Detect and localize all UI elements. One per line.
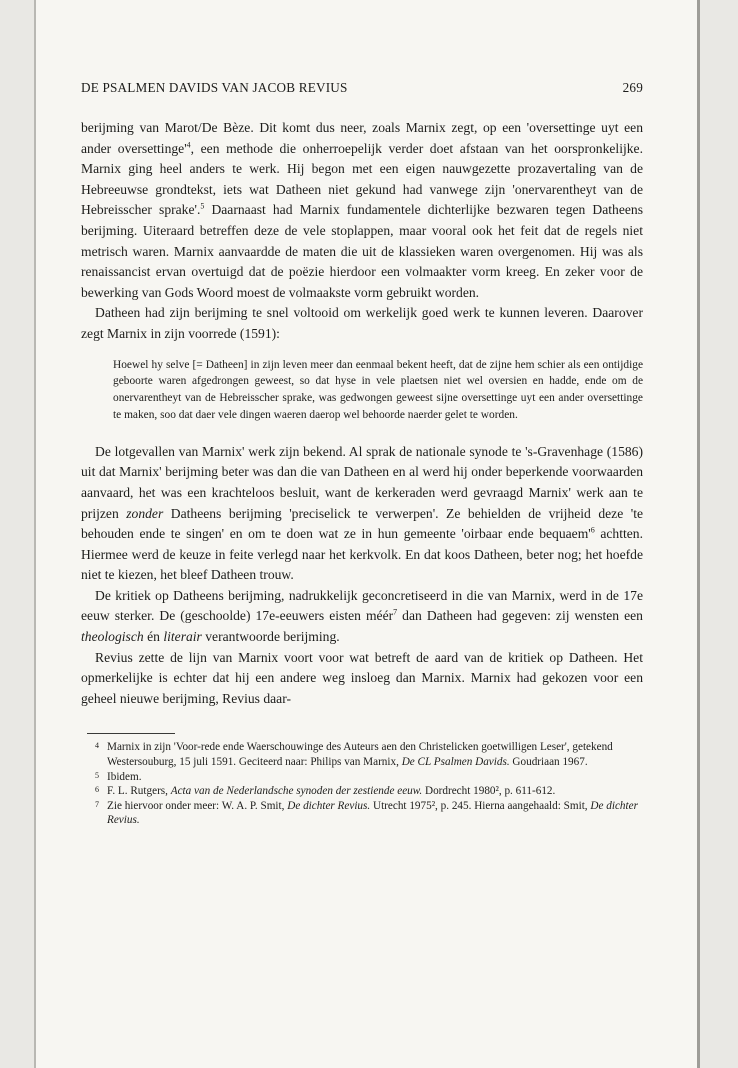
paragraph-2: Datheen had zijn berijming te snel voltooid om werkelijk goed werk te kunnen leveren. Daarover zegt Marnix in zijn voorrede (1591):: [81, 305, 643, 341]
paragraph-3-text-a: De lotgevallen van Marnix' werk zijn bekend. Al sprak de nationale synode te 's-Gravenhage (1586) uit dat Marnix' berijming beter was dan die van Datheen en al werd hij onder beperkende voorwaarden aanvaard, het was een krachteloos besluit, want de kerkeraden werd gevraagd Marnix' werk aan te prijzen: [81, 443, 643, 521]
paragraph-1: [81, 118, 643, 303]
footnote-4-tail: Goudriaan 1967.: [509, 756, 588, 769]
paragraph-4-text-b: dan Datheen had gegeven: zij wensten een: [397, 608, 643, 624]
footnote-7-tail: Utrecht 1975², p. 245. Hierna aangehaald: Smit,: [370, 799, 591, 812]
paragraph-3: [81, 442, 643, 586]
paragraph-3-emphasis: zonder: [126, 505, 164, 521]
paragraph-1-text-b: , een methode die onherroepelijk verder doet afstaan van het oorspronkelijke. Marnix ging heel anders te werk. Hij begon met een eigen nauwgezette prozavertaling van de Hebreeuwse grondtekst, iets wat Datheen niet gekund had vanwege zijn 'onervarentheyt van de Hebreisscher sprake'.: [81, 140, 643, 218]
footnote-number: 5: [95, 770, 99, 780]
page-number: 269: [622, 80, 643, 95]
footnote-text: Ibidem.: [107, 770, 142, 783]
footnote-number: 4: [95, 741, 99, 751]
page-content: [81, 80, 643, 828]
paragraph-4: [81, 586, 643, 648]
paragraph-5: Revius zette de lijn van Marnix voort voor wat betreft de aard van de kritiek op Datheen. Het opmerkelijke is echter dat hij een andere weg insloeg dan Marnix. Marnix had gekozen voor een geheel nieuwe berijming, Revius daar-: [81, 649, 643, 706]
footnote-4: [81, 740, 643, 769]
paragraph-4-emphasis-2: literair: [163, 629, 202, 645]
footnote-7-text: Zie hiervoor onder meer: W. A. P. Smit,: [107, 799, 288, 812]
running-header: [81, 80, 643, 96]
footnote-4-text: Marnix in zijn 'Voor-rede ende Waerschouwinge des Auteurs aen den Christelicken goetwilligen Leser', getekend Westersouburg, 15 juli 1591. Geciteerd naar: Philips van Marnix,: [107, 741, 613, 769]
paragraph-4-text-a: De kritiek op Datheens berijming, nadrukkelijk geconcretiseerd in die van Marnix, werd in de 17e eeuw sterker. De (geschoolde) 17e-eeuwers eisten méér: [81, 587, 643, 624]
footnote-number: 6: [95, 785, 99, 795]
footnote-number: 7: [95, 799, 99, 809]
footnote-ref-5: 5: [200, 201, 205, 211]
paragraph-3-text-c: achtten. Hiermee werd de keuze in feite verlegd naar het kerkvolk. En dat koos Datheen, beter nog; het hoefde niet te kiezen, het bleef Datheen trouw.: [81, 526, 643, 583]
footnote-ref-4: 4: [186, 140, 191, 150]
footnote-text: [107, 740, 643, 769]
footnote-6: [81, 784, 643, 799]
paragraph-4-emphasis-1: theologisch: [81, 629, 144, 645]
footnote-divider: [87, 733, 175, 734]
footnote-text: [107, 784, 643, 799]
paragraph-1-text-c: Daarnaast had Marnix fundamentele dichterlijke bezwaren tegen Datheens berijming. Uiteraard betreffen deze de vele stoplappen, maar vooral ook het feit dat de regels niet metrisch waren. Marnix aanvaardde de maten die uit de klassieken waren overgenomen. Hij was als renaissancist ervan overtuigd dat de poëzie hierdoor een volmaakter vorm kreeg. En zeker voor de bewerking van Gods Woord moest de volmaakste vorm gebruikt worden.: [81, 202, 644, 300]
running-title: DE PSALMEN DAVIDS VAN JACOB REVIUS: [81, 80, 348, 95]
footnote-ref-6: 6: [590, 525, 595, 535]
body-text: [81, 118, 643, 709]
block-quote: Hoewel hy selve [= Datheen] in zijn leven meer dan eenmaal bekent heeft, dat de zijne hem schier als een ontijdige geboorte waren afgedrongen geweest, so dat hyse in vele plaetsen niet wel oversien en hadde, ende om de onervarentheyt van de Hebreisscher sprake, was gedwongen geweest sijne oversettinge uyt een ander oversettinge te maken, soo dat daer vele dingen waeren daerop wel behoorde naerder gelet te worden.: [113, 358, 643, 421]
paragraph-4-text-c: én: [143, 629, 164, 645]
footnote-6-tail: Dordrecht 1980², p. 611-612.: [422, 785, 556, 798]
footnote-7: [81, 799, 643, 828]
footnote-6-text: F. L. Rutgers,: [107, 785, 171, 798]
footnote-7-title: De dichter Revius.: [287, 799, 371, 812]
footnote-5: [81, 770, 643, 785]
footnote-6-title: Acta van de Nederlandsche synoden der zestiende eeuw.: [170, 785, 423, 798]
paragraph-4-text-d: verantwoorde berijming.: [201, 629, 340, 645]
footnote-text: [107, 799, 643, 828]
paragraph-3-text-b: Datheens berijming 'preciselick te verwerpen'. Ze behielden de vrijheid deze 'te behouden ende te singen' en om te doen wat ze in hun gemeente 'oirbaar ende bequaem': [81, 505, 644, 542]
footnote-4-title: De CL Psalmen Davids.: [401, 756, 510, 769]
footnote-7-title-2: De dichter Revius.: [107, 799, 638, 827]
footnotes: [81, 740, 643, 828]
footnote-ref-7: 7: [393, 607, 398, 617]
paragraph-1-text-a: berijming van Marot/De Bèze. Dit komt dus neer, zoals Marnix zegt, op een 'oversettinge uyt een ander oversettinge': [81, 120, 643, 156]
book-page: [34, 0, 700, 1068]
